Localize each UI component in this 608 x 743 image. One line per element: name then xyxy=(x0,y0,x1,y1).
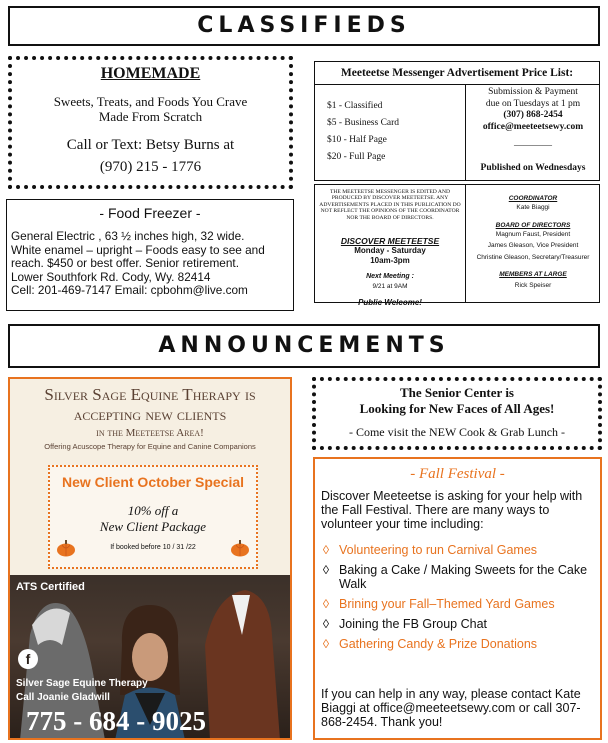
freezer-line-4: Lower Southfork Rd. Cody, Wy. 82414 xyxy=(11,269,211,284)
submission-phone: (307) 868-2454 xyxy=(503,110,563,120)
festival-item: Baking a Cake / Making Sweets for the Cake Walk xyxy=(339,563,588,591)
submission-line: due on Tuesdays at 1 pm xyxy=(485,98,581,109)
submission-email: office@meeteetsewy.com xyxy=(482,121,584,132)
senior-line-3: - Come visit the NEW Cook & Grab Lunch - xyxy=(348,425,566,439)
diamond-bullet-icon: ◊ xyxy=(322,617,330,631)
diamond-bullet-icon: ◊ xyxy=(322,597,330,611)
homemade-line2: Made From Scratch xyxy=(98,109,203,124)
price-item: $1 - Classified xyxy=(327,101,383,111)
senior-center-ad xyxy=(312,377,602,450)
freezer-line-5: Cell: 201-469-7147 Email: cpbohm@live.com xyxy=(11,283,248,297)
office-info xyxy=(319,236,461,308)
classifieds-title: CLASSIFIEDS xyxy=(197,13,411,38)
festival-item: Gathering Candy & Prize Donations xyxy=(339,637,538,651)
list-item xyxy=(321,597,594,611)
homemade-title: HOMEMADE xyxy=(100,65,201,82)
freezer-line-3: reach. $450 or best offer. Senior retirement. xyxy=(11,256,239,270)
diamond-bullet-icon: ◊ xyxy=(322,543,330,557)
pumpkin-icon xyxy=(230,539,250,557)
freezer-line-2: White enamel – upright – Foods easy to see and xyxy=(11,242,265,257)
price-list xyxy=(314,61,600,181)
festival-item: Brining your Fall–Themed Yard Games xyxy=(339,597,555,611)
board-member: James Gleason, Vice President xyxy=(487,242,579,249)
fall-festival-ad xyxy=(313,457,602,740)
price-list-title: Meeteetse Messenger Advertisement Price List: xyxy=(315,62,599,85)
submission-info xyxy=(467,87,599,174)
festival-item: Joining the FB Group Chat xyxy=(339,617,487,631)
coordinator-label: COORDINATOR xyxy=(508,195,558,202)
list-item xyxy=(321,617,594,631)
disclaimer: THE MEETEETSE MESSENGER IS EDITED AND PRODUCED BY DISCOVER MEETEETSE. ANY ADVERTISEMENTS PLACED IN THIS PUBLICATION DO NOT REFLECT THE OPINIONS OF THE COORDINATOR NOR THE BOARD OF DIRECTORS. xyxy=(319,189,461,221)
offer-line-1: 10% off a xyxy=(127,503,179,518)
office-days: Monday - Saturday xyxy=(354,246,426,255)
food-freezer-ad xyxy=(6,199,294,311)
equine-business-name: Silver Sage Equine Therapy xyxy=(16,678,148,689)
homemade-ad xyxy=(8,56,293,189)
price-item: $10 - Half Page xyxy=(327,135,387,145)
members-large-label: MEMBERS AT LARGE xyxy=(499,271,567,278)
offer-deadline: If booked before 10 / 31 /22 xyxy=(110,544,196,551)
diamond-bullet-icon: ◊ xyxy=(322,637,330,651)
festival-closing: If you can help in any way, please contact Kate Biaggi at office@meeteetsewy.com or call 307-868-2454. Thank you! xyxy=(321,687,581,729)
board-member: Magnum Faust, President xyxy=(495,230,571,238)
masthead-info xyxy=(314,184,600,307)
submission-divider: ———— xyxy=(514,141,552,151)
senior-line-1: The Senior Center is xyxy=(400,385,514,400)
equine-phone: 775 - 684 - 9025 xyxy=(26,706,206,736)
list-item xyxy=(321,543,594,557)
equine-title-1: Silver Sage Equine Therapy is xyxy=(44,385,256,404)
next-meeting-label: Next Meeting : xyxy=(366,273,414,280)
festival-list xyxy=(321,543,594,651)
equine-therapy-ad xyxy=(8,377,292,740)
submission-line: Submission & Payment xyxy=(488,87,578,97)
special-offer-box xyxy=(48,465,258,569)
board-label: BOARD OF DIRECTORS xyxy=(495,222,571,229)
classifieds-header xyxy=(8,6,600,46)
masthead-divider xyxy=(465,185,466,302)
equine-title-2: accepting new clients xyxy=(73,405,227,424)
board-member: Christine Gleason, Secretary/Treasurer xyxy=(476,253,590,261)
homemade-call: Call or Text: Betsy Burns at xyxy=(66,137,235,153)
price-item: $5 - Business Card xyxy=(327,118,400,128)
ats-certified-label: ATS Certified xyxy=(16,581,85,593)
equine-subtitle: Offering Acuscope Therapy for Equine and Canine Companions xyxy=(44,442,256,451)
staff-list xyxy=(467,195,599,290)
office-name: DISCOVER MEETEETSE xyxy=(340,236,440,246)
festival-item: Volunteering to run Carnival Games xyxy=(339,543,538,557)
price-item: $20 - Full Page xyxy=(327,152,386,162)
special-title: New Client October Special xyxy=(61,474,245,490)
equine-photo xyxy=(10,575,290,740)
price-list-divider xyxy=(465,84,466,180)
homemade-phone: (970) 215 - 1776 xyxy=(99,159,202,175)
public-welcome: Public Welcome! xyxy=(358,298,422,307)
offer-line-2: New Client Package xyxy=(99,519,207,534)
facebook-icon[interactable]: f xyxy=(18,649,38,669)
price-items xyxy=(327,98,399,166)
pumpkin-icon xyxy=(56,539,76,557)
coordinator-name: Kate Biaggi xyxy=(516,203,550,211)
list-item xyxy=(321,637,594,651)
members-large-name: Rick Speiser xyxy=(514,281,552,289)
announcements-title: ANNOUNCEMENTS xyxy=(158,333,450,358)
freezer-title: - Food Freezer - xyxy=(99,205,201,221)
freezer-line-1: General Electric , 63 ½ inches high, 32 wide. xyxy=(11,229,245,243)
festival-intro: Discover Meeteetse is asking for your help with the Fall Festival. There are many ways to volunteer your time including: xyxy=(321,489,583,531)
office-hours: 10am-3pm xyxy=(370,256,410,265)
diamond-bullet-icon: ◊ xyxy=(322,563,330,577)
published-day: Published on Wednesdays xyxy=(480,162,586,173)
equine-title-3: in the Meeteetse Area! xyxy=(96,427,204,439)
homemade-line1: Sweets, Treats, and Foods You Crave xyxy=(53,94,248,109)
equine-contact-name: Call Joanie Gladwill xyxy=(16,692,110,703)
next-meeting-value: 9/21 at 9AM xyxy=(372,283,408,290)
senior-line-2: Looking for New Faces of All Ages! xyxy=(359,401,555,416)
festival-title: - Fall Festival - xyxy=(410,466,505,482)
announcements-header xyxy=(8,324,600,368)
list-item xyxy=(321,563,594,591)
